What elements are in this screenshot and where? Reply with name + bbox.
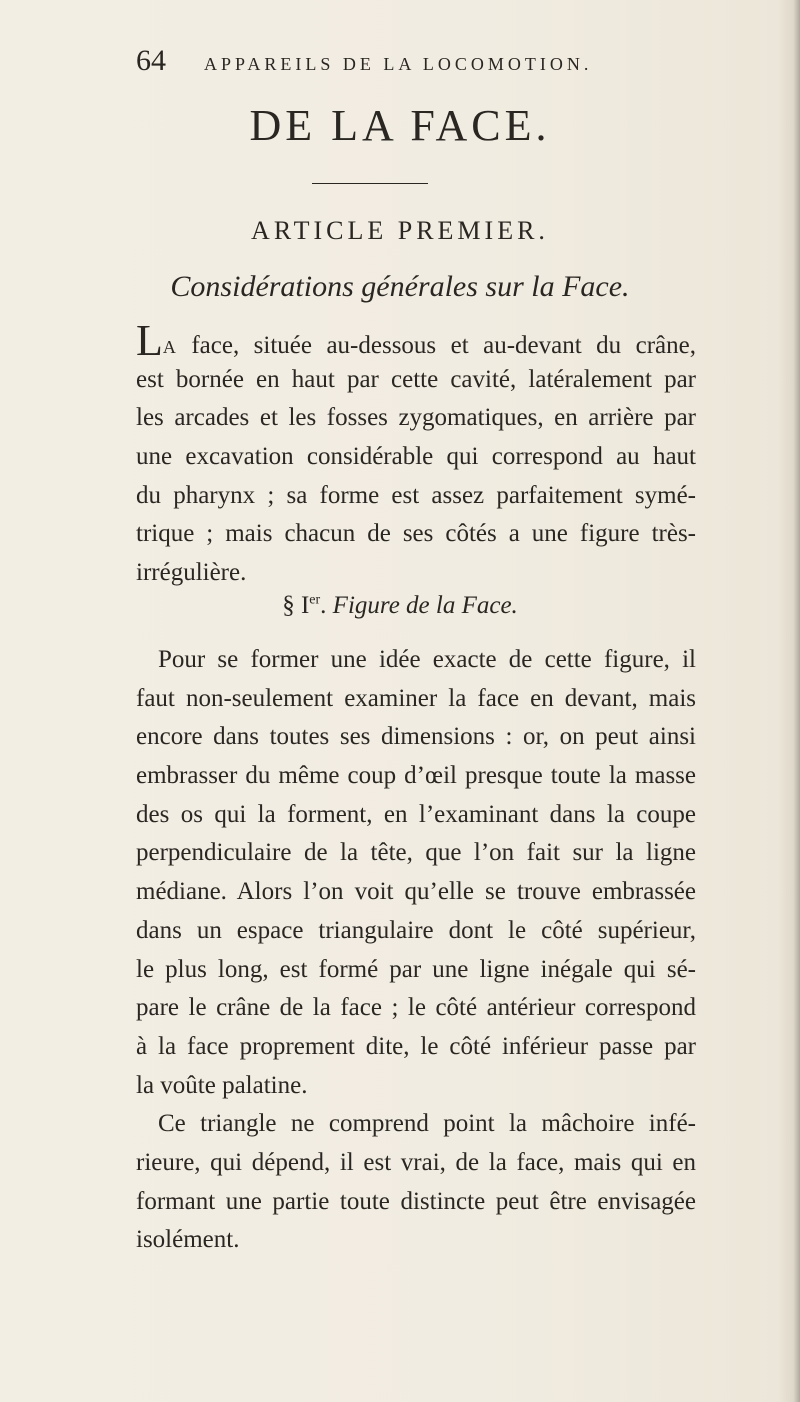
body-line: embrasser du même coup d’œil presque toute la masse xyxy=(136,762,696,790)
body-line: des os qui la forment, en l’examinant dans la coupe xyxy=(136,800,696,828)
body-line: la voûte palatine. xyxy=(136,1071,308,1099)
body-line: perpendiculaire de la tête, que l’on fait sur la ligne xyxy=(136,839,696,867)
section-superscript: er xyxy=(309,592,321,608)
running-title: APPAREILS DE LA LOCOMOTION. xyxy=(204,54,593,74)
intro-line: trique ; mais chacun de ses côtés a une figure très- xyxy=(136,520,696,548)
body-line: à la face proprement dite, le côté inférieur passe par xyxy=(136,1032,696,1060)
body-line: rieure, qui dépend, il est vrai, de la face, mais qui en xyxy=(136,1148,696,1176)
intro-paragraph xyxy=(136,316,696,593)
intro-line: irrégulière. xyxy=(136,559,247,587)
intro-line xyxy=(136,316,696,365)
page-edge-shadow xyxy=(778,0,800,1402)
body-line: dans un espace triangulaire dont le côté supérieur, xyxy=(136,916,696,944)
section-label: Figure de la Face. xyxy=(332,592,518,619)
body-line: Pour se former une idée exacte de cette figure, il xyxy=(158,646,696,673)
paragraph-figure xyxy=(136,641,696,1260)
body-line: Ce triangle ne comprend point la mâchoire infé- xyxy=(158,1110,696,1138)
body-line: faut non-seulement examiner la face en devant, mais xyxy=(136,684,696,712)
article-title: ARTICLE PREMIER. xyxy=(251,216,549,245)
subtitle: Considérations générales sur la Face. xyxy=(170,270,630,303)
section-heading: § Ier. Figure de la Face. xyxy=(282,592,518,619)
body-line: encore dans toutes ses dimensions : or, on peut ainsi xyxy=(136,723,696,751)
section-symbol: § I xyxy=(282,592,310,619)
intro-line: une excavation considérable qui correspond au haut xyxy=(136,443,696,471)
intro-line: du pharynx ; sa forme est assez parfaitement symé- xyxy=(136,481,696,509)
body-line: formant une partie toute distincte peut être envisagée xyxy=(136,1187,696,1215)
chapter-title: DE LA FACE. xyxy=(249,101,551,150)
intro-line-text: face, située au-dessous et au-devant du crâne, xyxy=(176,332,696,359)
running-head xyxy=(136,44,696,84)
intro-line: les arcades et les fosses zygomatiques, en arrière par xyxy=(136,404,696,432)
intro-line: est bornée en haut par cette cavité, latéralement par xyxy=(136,365,696,393)
small-caps: A xyxy=(162,337,177,357)
body-line: médiane. Alors l’on voit qu’elle se trouve embrassée xyxy=(136,878,696,906)
body-line: le plus long, est formé par une ligne inégale qui sé- xyxy=(136,955,696,983)
body-line: pare le crâne de la face ; le côté antérieur correspond xyxy=(136,994,696,1022)
drop-cap: L xyxy=(136,316,163,365)
body-line: isolément. xyxy=(136,1226,240,1254)
page-number: 64 xyxy=(136,44,166,77)
title-rule xyxy=(312,183,428,184)
